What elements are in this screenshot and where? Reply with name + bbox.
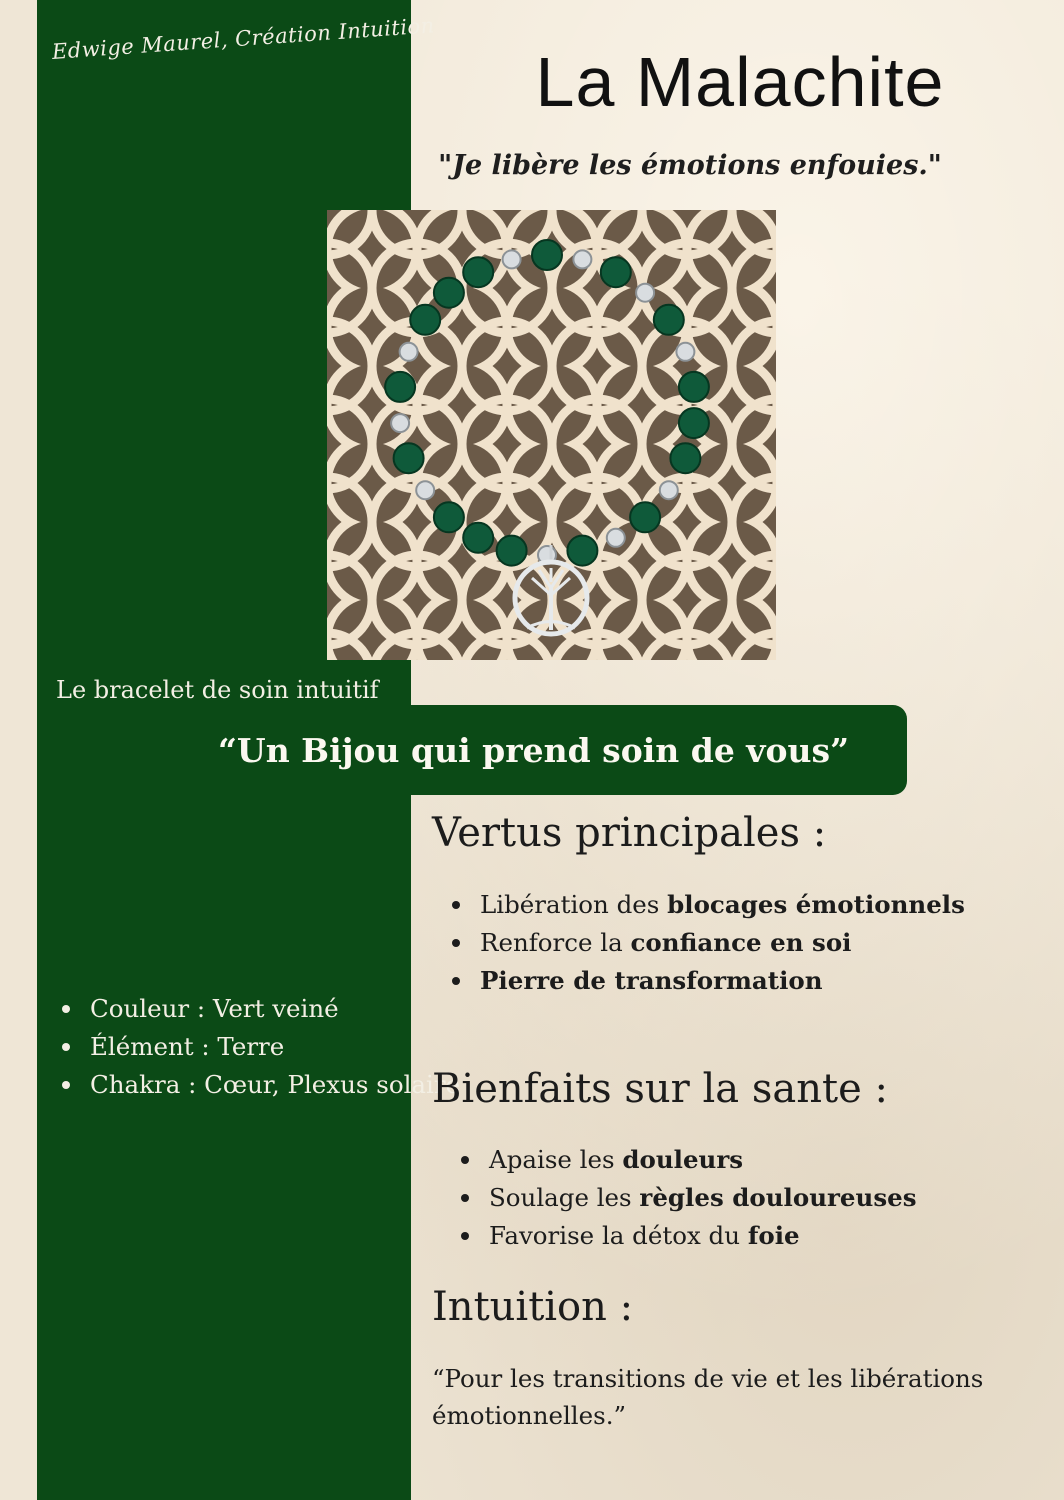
bullet-icon [452, 939, 460, 947]
item-text: Apaise les [489, 1145, 623, 1174]
bienfaits-list [455, 1141, 917, 1255]
bienfaits-heading: Bienfaits sur la sante : [432, 1066, 888, 1112]
slogan-banner [160, 705, 907, 795]
item-emphasis: foie [747, 1221, 800, 1250]
silver-bead [503, 250, 521, 268]
silver-bead [636, 284, 654, 302]
bullet-icon [461, 1232, 469, 1240]
item-emphasis: règles douloureuses [639, 1183, 917, 1212]
malachite-bead [434, 502, 464, 532]
list-item [455, 1179, 917, 1217]
silver-bead [607, 529, 625, 547]
item-text: Élément : Terre [90, 1032, 285, 1061]
brand-signature: Edwige Maurel, Création Intuition [51, 13, 436, 64]
malachite-bead [385, 372, 415, 402]
malachite-bead [567, 536, 597, 566]
vertus-heading: Vertus principales : [432, 810, 827, 856]
item-emphasis: Pierre de transformation [480, 966, 823, 995]
slogan-text: “Un Bijou qui prend soin de vous” [217, 730, 850, 770]
item-emphasis: confiance en soi [630, 928, 852, 957]
list-item [446, 886, 965, 924]
item-text: Favorise la détox du [489, 1221, 748, 1250]
malachite-bead [679, 408, 709, 438]
bullet-icon [62, 1043, 70, 1051]
malachite-bead [630, 502, 660, 532]
malachite-bead [679, 372, 709, 402]
malachite-bead [532, 240, 562, 270]
intuition-text: “Pour les transitions de vie et les libérations émotionnelles.” [432, 1364, 984, 1430]
bracelet-subtitle: Le bracelet de soin intuitif [56, 676, 379, 704]
malachite-bead [394, 443, 424, 473]
page-title: La Malachite [535, 43, 945, 121]
malachite-bead [434, 278, 464, 308]
silver-bead [391, 414, 409, 432]
malachite-bead [463, 523, 493, 553]
malachite-bead [670, 443, 700, 473]
list-item [56, 990, 406, 1028]
vertus-list [446, 886, 965, 1000]
malachite-bead [654, 305, 684, 335]
malachite-bead [463, 257, 493, 287]
silver-bead [573, 250, 591, 268]
bracelet-photo [327, 210, 776, 660]
intuition-heading: Intuition : [432, 1284, 634, 1330]
item-emphasis: blocages émotionnels [667, 890, 965, 919]
list-item [455, 1141, 917, 1179]
malachite-bead [497, 536, 527, 566]
bullet-icon [62, 1005, 70, 1013]
bullet-icon [461, 1156, 469, 1164]
silver-bead [416, 481, 434, 499]
bullet-icon [62, 1081, 70, 1089]
malachite-bead [601, 257, 631, 287]
list-item [446, 962, 965, 1000]
list-item [455, 1217, 917, 1255]
title-quote: "Je libère les émotions enfouies." [438, 150, 942, 181]
malachite-bead [410, 305, 440, 335]
item-emphasis: douleurs [622, 1145, 744, 1174]
silver-bead [400, 343, 418, 361]
list-item [56, 1066, 461, 1104]
item-text: Chakra : Cœur, Plexus solaire [90, 1070, 461, 1099]
properties-list [56, 990, 461, 1104]
silver-bead [676, 343, 694, 361]
bullet-icon [452, 901, 460, 909]
list-item [446, 924, 965, 962]
bullet-icon [452, 977, 460, 985]
bracelet-illustration [327, 210, 776, 660]
item-text: Soulage les [489, 1183, 640, 1212]
bullet-icon [461, 1194, 469, 1202]
list-item [56, 1028, 406, 1066]
item-text: Renforce la [480, 928, 631, 957]
silver-bead [660, 481, 678, 499]
item-text: Couleur : Vert veiné [90, 994, 339, 1023]
item-text: Libération des [480, 890, 668, 919]
